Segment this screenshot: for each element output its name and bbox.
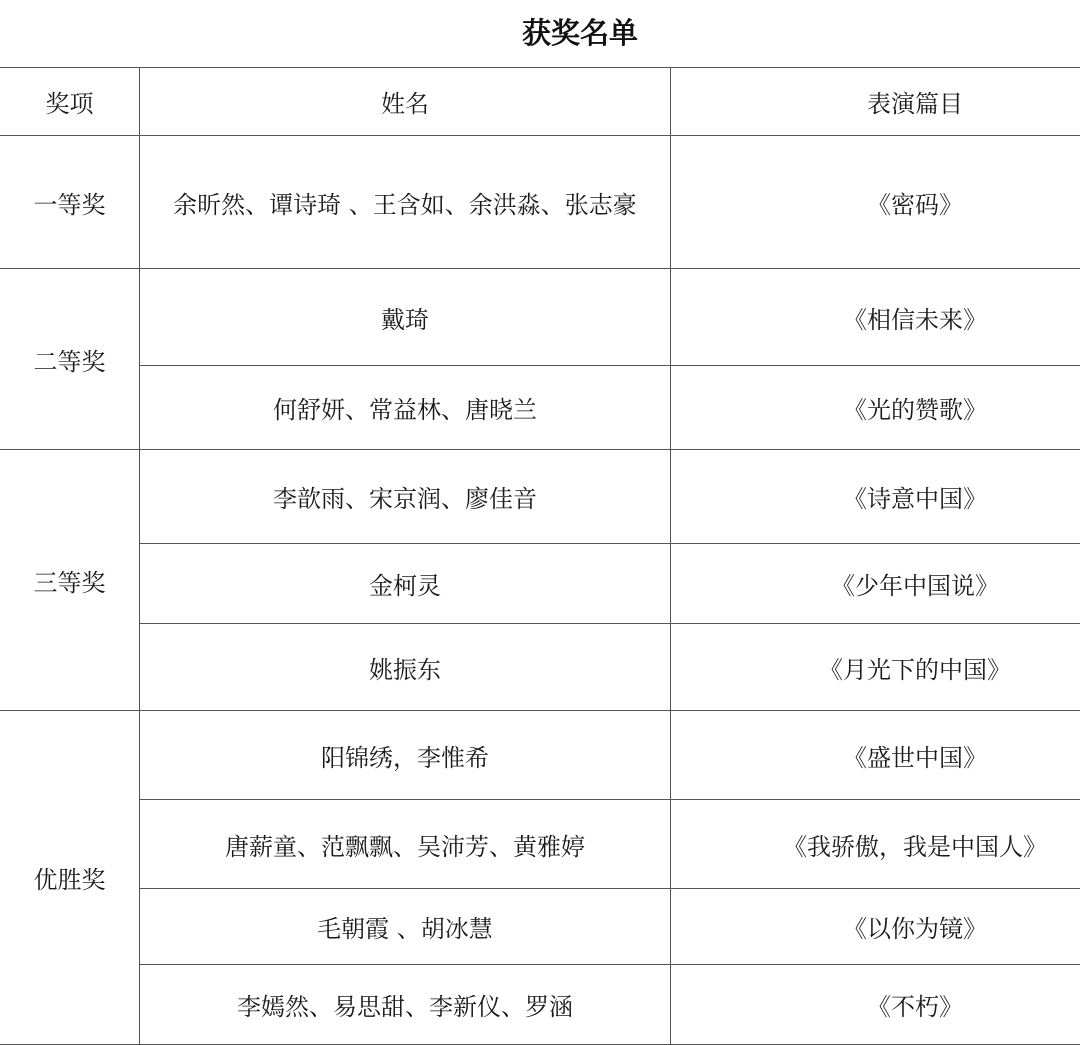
table-header-row [0, 68, 1080, 136]
table-row [0, 965, 1080, 1045]
program-cell: 《盛世中国》 [671, 711, 1080, 800]
header-names: 姓名 [140, 68, 671, 136]
program-cell: 《以你为镜》 [671, 889, 1080, 965]
names-cell: 唐薪童、范飘飘、吴沛芳、黄雅婷 [140, 800, 671, 889]
table-row [0, 624, 1080, 711]
awards-table [0, 67, 1080, 1045]
page-title: 获奖名单 [0, 0, 1080, 66]
names-cell: 阳锦绣，李惟希 [140, 711, 671, 800]
program-cell: 《少年中国说》 [671, 544, 1080, 624]
names-cell: 姚振东 [140, 624, 671, 711]
program-cell: 《月光下的中国》 [671, 624, 1080, 711]
program-cell: 《不朽》 [671, 965, 1080, 1045]
program-cell: 《诗意中国》 [671, 450, 1080, 544]
names-cell: 何舒妍、常益林、唐晓兰 [140, 366, 671, 450]
table-row [0, 136, 1080, 269]
header-program: 表演篇目 [671, 68, 1080, 136]
program-cell: 《光的赞歌》 [671, 366, 1080, 450]
table-row [0, 711, 1080, 800]
table-row [0, 366, 1080, 450]
table-row [0, 450, 1080, 544]
header-award: 奖项 [0, 68, 140, 136]
names-cell: 李歆雨、宋京润、廖佳音 [140, 450, 671, 544]
names-cell: 毛朝霞 、胡冰慧 [140, 889, 671, 965]
names-cell: 李嫣然、易思甜、李新仪、罗涵 [140, 965, 671, 1045]
names-cell: 戴琦 [140, 269, 671, 366]
table-row [0, 889, 1080, 965]
award-cell-third-prize: 三等奖 [0, 450, 140, 711]
program-cell: 《密码》 [671, 136, 1080, 269]
table-row [0, 269, 1080, 366]
program-cell: 《我骄傲，我是中国人》 [671, 800, 1080, 889]
award-cell-second-prize: 二等奖 [0, 269, 140, 450]
table-row [0, 544, 1080, 624]
award-cell-first-prize: 一等奖 [0, 136, 140, 269]
names-cell: 金柯灵 [140, 544, 671, 624]
names-cell: 余昕然、谭诗琦 、王含如、余洪淼、张志豪 [140, 136, 671, 269]
program-cell: 《相信未来》 [671, 269, 1080, 366]
award-cell-merit-prize: 优胜奖 [0, 711, 140, 1045]
table-row [0, 800, 1080, 889]
